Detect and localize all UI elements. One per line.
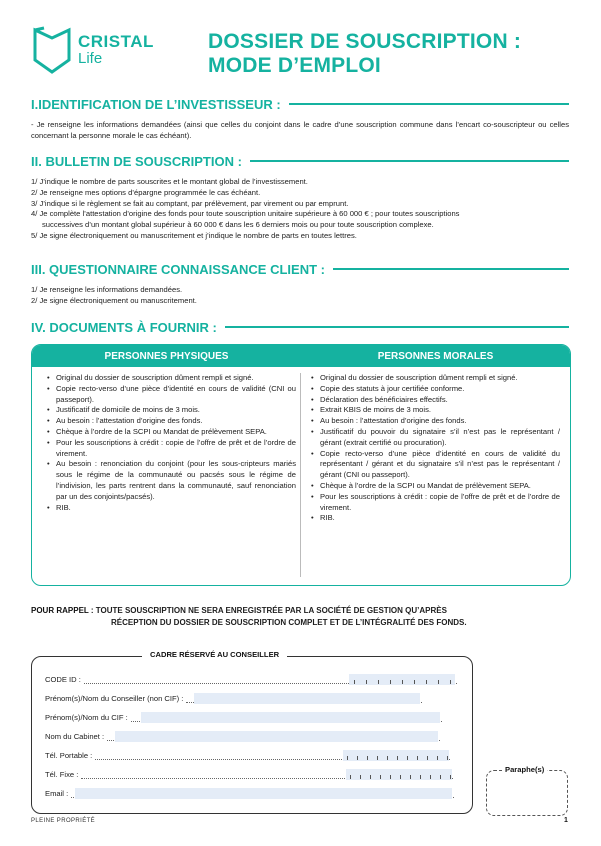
page-title — [208, 30, 588, 78]
code-id-label: CODE ID : — [45, 675, 81, 684]
nom-conseiller-dots — [186, 694, 422, 703]
row-tel-fixe — [45, 767, 453, 779]
page-number: 1 — [564, 817, 568, 824]
list-item: • RIB. — [308, 513, 560, 524]
cristal-life-logo — [32, 26, 182, 80]
section1-line: - Je renseigne les informations demandées (ainsi que celles du conjoint dans le cadre d’une souscription commune dans l’encart co-souscripteur ou celles concernant la personne morale le cas échéant). — [31, 120, 569, 140]
section3-heading — [31, 260, 569, 278]
rappel-notice — [31, 605, 571, 629]
section2-line: successives d’un montant global supérieur à 60 000 € dans les 6 derniers mois ou pour toute souscription complexe. — [42, 220, 434, 230]
list-item: • Copie recto-verso d’une pièce d’identité en cours de validité du représentant / gérant et du signataire s’il n’est pas le représentant / gérant (CNI ou passeport). — [308, 449, 560, 481]
tel-fixe-ticks — [350, 772, 450, 779]
section4-heading-text: IV. DOCUMENTS À FOURNIR : — [31, 319, 217, 335]
list-item: • Pour les souscriptions à crédit : copie de l’offre de prêt et de l’ordre de virement. — [44, 438, 296, 460]
section3-line: 2/ Je signe électroniquement ou manuscritement. — [31, 295, 197, 305]
section3-line: 1/ Je renseigne les informations demandées. — [31, 285, 183, 294]
logo-brand: CRISTAL — [78, 32, 154, 51]
row-email — [45, 786, 454, 798]
col-physiques — [44, 373, 296, 513]
list-item: • Au besoin : renonciation du conjoint (pour les sous-cripteurs mariés sous le régime de la communauté ou pacsés sous le régime de l’indivision, les parts rentrent dans la communauté, sauf renonciation par un des conjoints/pacsés). — [44, 459, 296, 502]
section2-body — [31, 177, 569, 242]
section-rule — [250, 160, 569, 162]
column-divider — [300, 373, 301, 577]
section4-heading — [31, 318, 569, 336]
section2-line: 2/ Je renseigne mes options d’épargne programmée le cas échéant. — [31, 187, 261, 197]
email-label: Email : — [45, 789, 69, 798]
section1-heading — [31, 95, 569, 113]
nom-cif-dots — [131, 713, 442, 722]
nom-cif-input[interactable] — [141, 712, 440, 723]
list-item: • Au besoin : l’attestation d’origine des fonds. — [44, 416, 296, 427]
conseiller-title: CADRE RÉSERVÉ AU CONSEILLER — [142, 650, 287, 659]
list-item: • Chèque à l’ordre de la SCPI ou Mandat de prélèvement SEPA. — [308, 481, 560, 492]
section-rule — [225, 326, 569, 328]
nom-conseiller-label: Prénom(s)/Nom du Conseiller (non CIF) : — [45, 694, 184, 703]
rappel-line1: TOUTE SOUSCRIPTION NE SERA ENREGISTRÉE PAR LA SOCIÉTÉ DE GESTION QU’APRÈS — [95, 606, 447, 615]
section2-line: 1/ J’indique le nombre de parts souscrites et le montant global de l’investissement. — [31, 177, 308, 186]
page-title-line1: DOSSIER DE SOUSCRIPTION : — [208, 30, 522, 53]
cabinet-input[interactable] — [115, 731, 438, 742]
row-cabinet — [45, 729, 440, 741]
rappel-label: POUR RAPPEL : — [31, 606, 94, 615]
section3-body — [31, 285, 569, 307]
documents-box — [31, 344, 571, 586]
list-item: • RIB. — [44, 503, 296, 514]
list-item: • Déclaration des bénéficiaires effectifs. — [308, 395, 560, 406]
email-dots — [71, 789, 454, 798]
cabinet-dots — [107, 732, 440, 741]
list-item: • Copie des statuts à jour certifiée conforme. — [308, 384, 560, 395]
col-title-morales: PERSONNES MORALES — [377, 350, 494, 362]
code-id-dots — [84, 675, 457, 684]
tel-portable-label: Tél. Portable : — [45, 751, 93, 760]
footer-label: PLEINE PROPRIÉTÉ — [31, 818, 96, 824]
col-morales — [308, 373, 560, 524]
section2-line: 5/ Je signe électroniquement ou manuscritement et j’indique le nombre de parts en toutes lettres. — [31, 230, 357, 240]
list-item: • Chèque à l’ordre de la SCPI ou Mandat de prélèvement SEPA. — [44, 427, 296, 438]
list-item: • Original du dossier de souscription dûment rempli et signé. — [308, 373, 560, 384]
list-item: • Justificatif du pouvoir du signataire s’il n’est pas le représentant / gérant (extrait certifié ou procuration). — [308, 427, 560, 449]
list-item: • Pour les souscriptions à crédit : copie de l’offre de prêt et de l’ordre de virement. — [308, 492, 560, 514]
row-nom-conseiller — [45, 691, 422, 703]
section-rule — [333, 268, 569, 270]
nom-cif-label: Prénom(s)/Nom du CIF : — [45, 713, 128, 722]
tel-fixe-label: Tél. Fixe : — [45, 770, 79, 779]
row-nom-cif — [45, 710, 442, 722]
tel-portable-dots — [95, 751, 450, 760]
email-input[interactable] — [75, 788, 452, 799]
section2-line: 3/ J’indique si le règlement se fait au comptant, par prélèvement, par virement ou par emprunt. — [31, 198, 349, 208]
tel-fixe-dots — [81, 770, 453, 779]
row-code-id — [45, 672, 457, 684]
section2-heading — [31, 152, 569, 170]
cabinet-label: Nom du Cabinet : — [45, 732, 105, 741]
list-item: • Original du dossier de souscription dûment rempli et signé. — [44, 373, 296, 384]
paraphe-label: Paraphe(s) — [502, 765, 547, 774]
logo-sub: Life — [78, 50, 103, 67]
section2-heading-text: II. BULLETIN DE SOUSCRIPTION : — [31, 153, 242, 169]
list-item: • Justificatif de domicile de moins de 3 mois. — [44, 405, 296, 416]
nom-conseiller-input[interactable] — [194, 693, 420, 704]
section-rule — [289, 103, 569, 105]
section1-body — [31, 120, 569, 142]
shield-logo-icon — [32, 26, 72, 76]
code-id-ticks — [354, 677, 454, 684]
section2-line: 4/ Je complète l’attestation d’origine des fonds pour toute souscription unitaire supérieure à 60 000 € ; pour toutes souscriptions — [31, 209, 460, 219]
section1-heading-text: I.IDENTIFICATION DE L’INVESTISSEUR : — [31, 96, 281, 112]
tel-portable-ticks — [347, 753, 447, 760]
page-title-line2: MODE D’EMPLOI — [208, 54, 381, 77]
paraphe-box[interactable] — [486, 770, 568, 816]
row-tel-portable — [45, 748, 450, 760]
rappel-line2: RÉCEPTION DU DOSSIER DE SOUSCRIPTION COMPLET ET DE L’INTÉGRALITÉ DES FONDS. — [111, 618, 467, 627]
section3-heading-text: III. QUESTIONNAIRE CONNAISSANCE CLIENT : — [31, 261, 325, 277]
col-title-physiques: PERSONNES PHYSIQUES — [104, 350, 229, 362]
documents-header — [32, 345, 570, 367]
list-item: • Extrait KBIS de moins de 3 mois. — [308, 405, 560, 416]
list-item: • Copie recto-verso d’une pièce d’identité en cours de validité (CNI ou passeport). — [44, 384, 296, 406]
list-item: • Au besoin : l’attestation d’origine des fonds. — [308, 416, 560, 427]
